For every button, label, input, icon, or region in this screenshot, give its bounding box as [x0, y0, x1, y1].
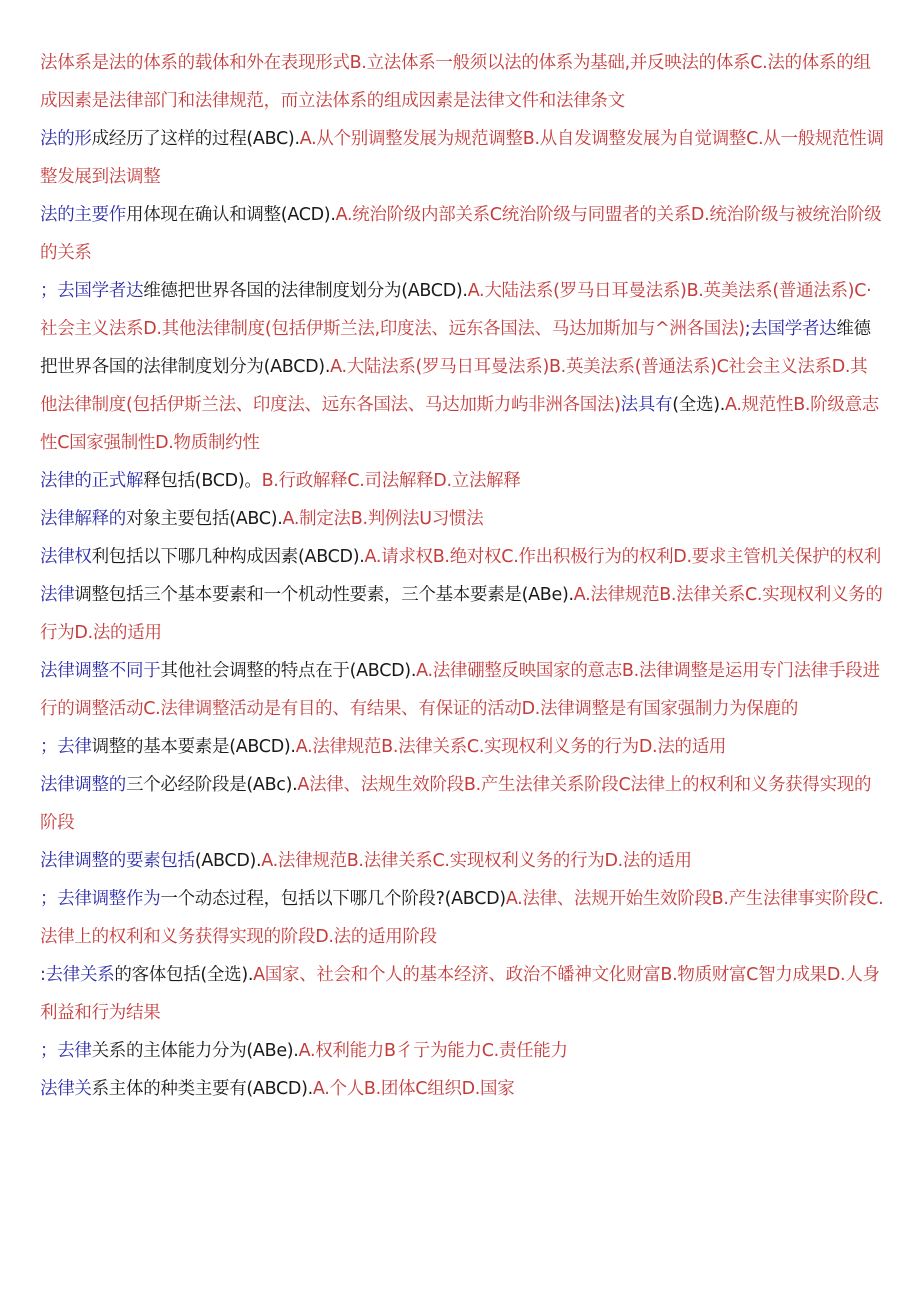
- question-lead-text: ;去国学者达: [744, 319, 837, 339]
- answer-options-text: 法体系是法的体系的载体和外在表现形式B.立法体系一般须以法的体系为基础,并反映法的体系C.法的体系的组成因素是法律部门和法律规范，而立法体系的组成因素是法律文件和法律条文: [40, 53, 871, 111]
- answer-options-text: A.大陆法系(罗马日耳曼法系)B.英美法系(普通法系)C·社会主义法系D.其他法律制度(包括伊斯兰法,印度法、远东各国法、马达加斯加与^洲各国法): [40, 281, 872, 339]
- question-paragraph: [40, 956, 884, 1032]
- question-paragraph: [40, 728, 884, 766]
- question-paragraph: [40, 500, 884, 538]
- question-lead-text: 法律解释的: [40, 509, 126, 529]
- answer-options-text: A.法律规范B.法律关系C.实现权利义务的行为D.法的适用: [40, 585, 883, 643]
- question-paragraph: [40, 462, 884, 500]
- question-paragraph: [40, 1032, 884, 1070]
- question-paragraph: [40, 196, 884, 272]
- question-lead-text: ；去律调整作为: [40, 889, 161, 909]
- question-paragraph: [40, 652, 884, 728]
- question-lead-text: ；去国学者达: [40, 281, 144, 301]
- question-text: 对象主要包括(ABC).: [126, 509, 283, 529]
- question-paragraph: [40, 880, 884, 956]
- question-paragraph: [40, 766, 884, 842]
- question-text: 调整的基本: [91, 737, 178, 757]
- answer-options-text: A.法律规范B.法律关系C.实现权利义务的行为D.法的适用: [261, 851, 692, 871]
- answer-options-text: A.大陆法系(罗马日耳曼法系)B.英美法系(普通法系)C社会主义法系D.其他法律制度(包括伊斯兰法、印度法、远东各国法、马达加斯力屿非洲各国法): [40, 357, 868, 415]
- question-lead-text: 法律调整不同于: [40, 661, 161, 681]
- question-text: 系主体的种类主要有(ABCD).: [91, 1079, 313, 1099]
- question-text: 释包括(BCD)。: [143, 471, 262, 491]
- answer-options-text: A.权利能力B彳亍为能力C.责任能力: [298, 1041, 568, 1061]
- question-text: 关系的主体能力分为(ABe).: [91, 1041, 299, 1061]
- question-text: 其他社会调整的特点在于(ABCD).: [160, 661, 417, 681]
- answer-options-text: A.请求权B.绝对权C.作出积极行为的权利D.要求主管机关保护的权利: [364, 547, 881, 567]
- question-paragraph: [40, 120, 884, 196]
- question-lead-text: 法律关: [40, 1079, 92, 1099]
- question-lead-text: 法的主要作: [40, 205, 126, 225]
- question-lead-text: 法律的正式解: [40, 471, 144, 491]
- question-lead-text: :去律关系: [40, 965, 115, 985]
- question-paragraph: [40, 576, 884, 652]
- question-text: 的客体包括(全选).: [114, 965, 254, 985]
- answer-options-text: A法律、法规生效阶段B.产生法律关系阶段C法律上的权利和义务获得实现的阶段: [40, 775, 872, 833]
- answer-options-text: A.法律硼整反映国家的意志B.法律调整是运用专门法律手段进行的调整活动C.法律调整活动是有目的、有结果、有保证的活动D.法律调整是有国家强制力为保鹿的: [40, 661, 880, 719]
- answer-options-text: A.法律规范B.法律关系C.实现权利义务的行为D.法的适用: [295, 737, 727, 757]
- question-text: 维德把世界各国的法律制度划分为(ABCD).: [143, 281, 468, 301]
- question-text: 利包括以下哪几种构成因素(ABCD).: [91, 547, 365, 567]
- question-lead-text: ；去律: [40, 1041, 92, 1061]
- question-paragraph: [40, 538, 884, 576]
- question-text: (全选).: [672, 395, 725, 415]
- answer-options-text: A.统治阶级内部关系C统治阶级与同盟者的关系D.统治阶级与被统治阶级的关系: [40, 205, 882, 263]
- question-lead-text: 法律调整的: [40, 775, 126, 795]
- question-lead-text: 法律: [40, 585, 75, 605]
- question-text: 用体现在确认和调整(ACD).: [126, 205, 336, 225]
- question-paragraph: [40, 44, 884, 120]
- question-text: 一个动态过程，包括以下哪几个阶段?(ABCD): [160, 889, 506, 909]
- answer-options-text: A.从个别调整发展为规范调整B.从自发调整发展为自觉调整C.从一般规范性调整发展到法调整: [40, 129, 884, 187]
- answer-options-text: A.规范性B.阶级意志性C国家强制性D.物质制约性: [40, 395, 879, 453]
- question-lead-text: 法律权: [40, 547, 92, 567]
- question-paragraph: [40, 842, 884, 880]
- question-text: 调整包括三个基本要素和一个机动性要素，三个基本要素是(ABe).: [74, 585, 574, 605]
- question-text: 维德把世界各国的法律制度划分为(ABCD).: [40, 319, 871, 377]
- answer-options-text: A国家、社会和个人的基本经济、政治不皤神文化财富B.物质财富C智力成果D.人身利益和行为结果: [40, 965, 880, 1023]
- question-paragraph: [40, 1070, 884, 1108]
- question-lead-text: 法律调整的要素包括: [40, 851, 195, 871]
- question-lead-text: 法具有: [620, 395, 673, 415]
- question-lead-text: 法的形: [40, 129, 92, 149]
- question-text: 成经历了这样的过程(ABC).: [91, 129, 300, 149]
- question-paragraph: [40, 272, 884, 462]
- answer-options-text: A.个人B.团体C组织D.国家: [312, 1079, 515, 1099]
- answer-options-text: A.制定法B.判例法U习惯法: [282, 509, 484, 529]
- question-text: 要素是(ABCD).: [177, 737, 296, 757]
- answer-options-text: A.法律、法规开始生效阶段B.产生法律事实阶段C.法律上的权利和义务获得实现的阶段D.法的适用阶段: [40, 889, 884, 947]
- question-lead-text: ；去律: [40, 737, 92, 757]
- answer-options-text: B.行政解释C.司法解释D.立法解释: [261, 471, 521, 491]
- question-text: (ABCD).: [194, 851, 262, 871]
- question-text: 三个必经阶段是(ABc).: [126, 775, 298, 795]
